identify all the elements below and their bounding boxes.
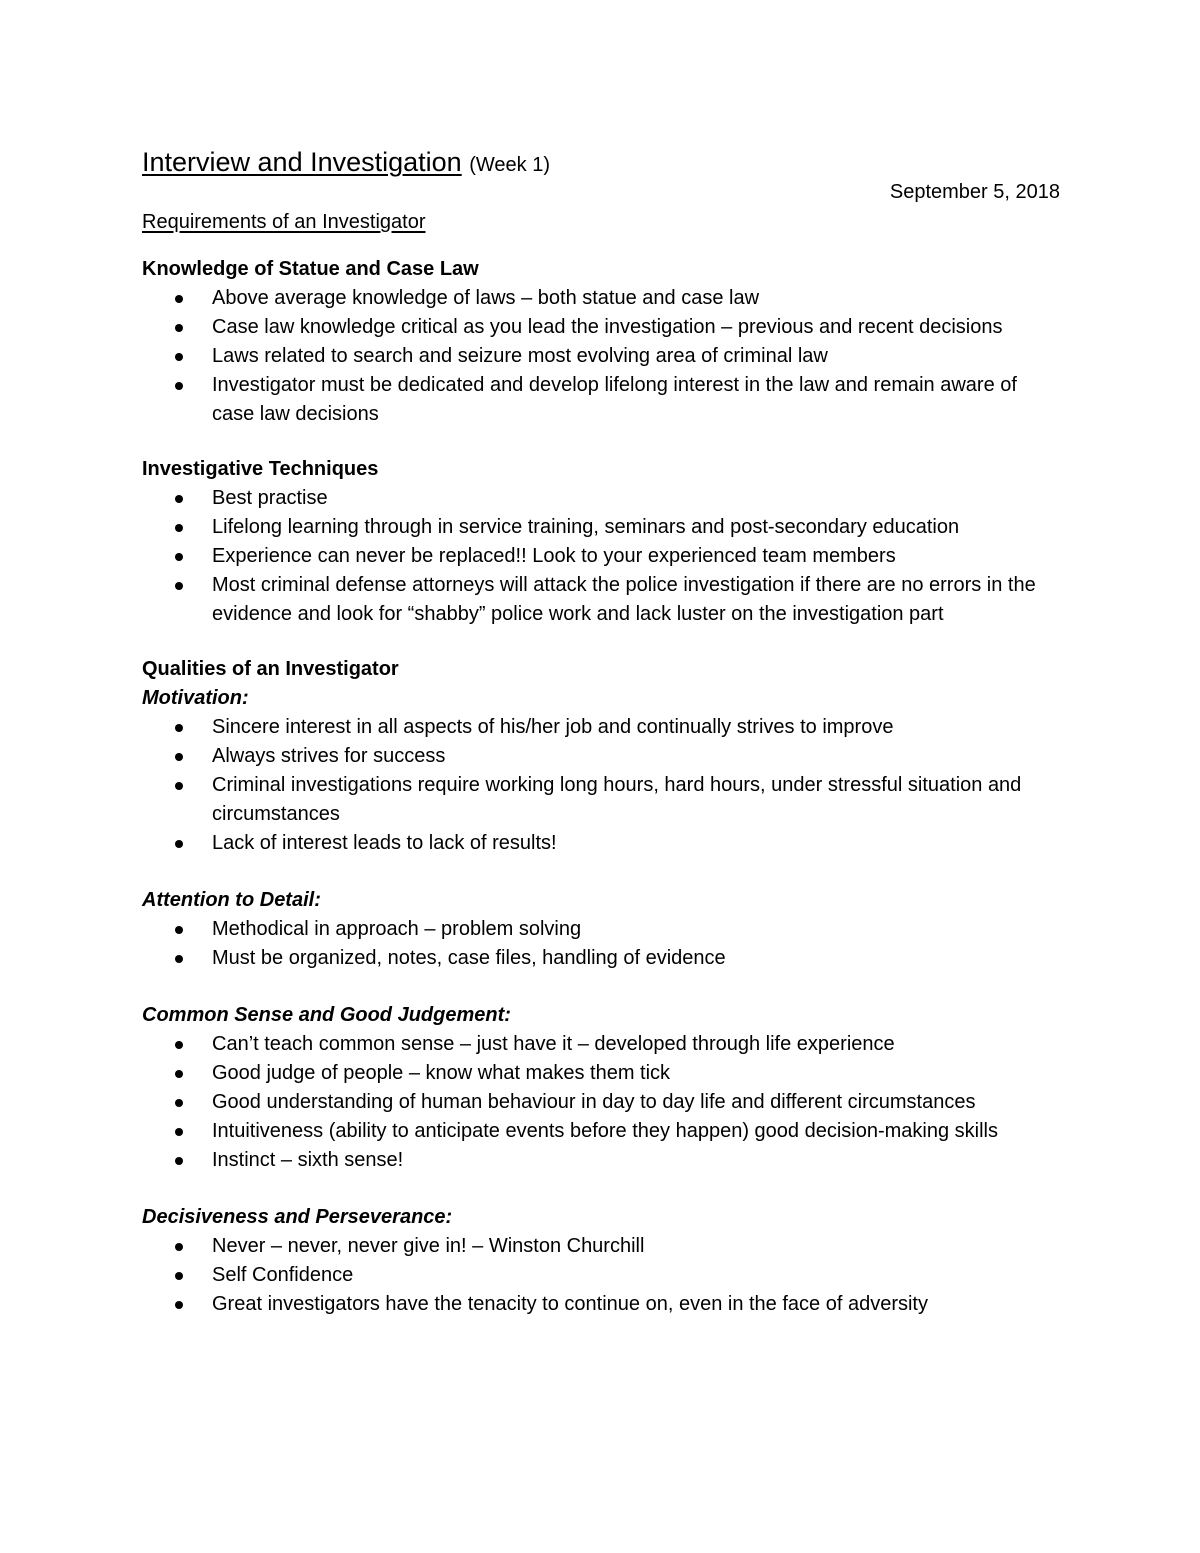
bullet-icon [175,1272,183,1280]
list-item: Above average knowledge of laws – both statue and case law [142,284,1062,313]
list-item: Case law knowledge critical as you lead the investigation – previous and recent decisions [142,313,1062,342]
bullet-list-attention [142,915,1062,973]
main-heading: Requirements of an Investigator [142,211,426,233]
document-date: September 5, 2018 [889,181,1060,203]
bullet-icon [175,1041,183,1049]
list-item: Lack of interest leads to lack of results! [142,829,1062,858]
list-item: Great investigators have the tenacity to continue on, even in the face of adversity [142,1290,1062,1319]
list-item: Can’t teach common sense – just have it – developed through life experience [142,1030,1062,1059]
bullet-icon [175,1128,183,1136]
list-item: Always strives for success [142,742,1062,771]
bullet-icon [175,295,183,303]
list-item: Self Confidence [142,1261,1062,1290]
bullet-list-techniques [142,484,1062,629]
bullet-list-knowledge [142,284,1062,429]
list-item: Methodical in approach – problem solving [142,915,1062,944]
bullet-icon [175,840,183,848]
list-item: Most criminal defense attorneys will attack the police investigation if there are no errors in the evidence and look for “shabby” police work and lack luster on the investigation part [142,571,1062,629]
bullet-icon [175,495,183,503]
bullet-icon [175,353,183,361]
subheading-motivation: Motivation: [142,687,249,709]
document-page [142,145,1062,1319]
list-item: Lifelong learning through in service training, seminars and post-secondary education [142,513,1062,542]
bullet-icon [175,1099,183,1107]
bullet-icon [175,955,183,963]
bullet-icon [175,382,183,390]
list-item: Must be organized, notes, case files, handling of evidence [142,944,1062,973]
bullet-icon [175,1301,183,1309]
bullet-icon [175,782,183,790]
section-heading-techniques: Investigative Techniques [142,458,379,480]
bullet-list-common-sense [142,1030,1062,1175]
bullet-icon [175,926,183,934]
subheading-attention: Attention to Detail: [142,889,321,911]
bullet-icon [175,753,183,761]
list-item: Instinct – sixth sense! [142,1146,1062,1175]
section-heading-qualities: Qualities of an Investigator [142,658,399,680]
list-item: Criminal investigations require working long hours, hard hours, under stressful situation and circumstances [142,771,1062,829]
subheading-common-sense: Common Sense and Good Judgement: [142,1004,511,1026]
bullet-icon [175,324,183,332]
title-row [142,145,1062,179]
bullet-icon [175,1157,183,1165]
list-item: Best practise [142,484,1062,513]
list-item: Investigator must be dedicated and develop lifelong interest in the law and remain aware of case law decisions [142,371,1062,429]
list-item: Good judge of people – know what makes them tick [142,1059,1062,1088]
bullet-icon [175,724,183,732]
bullet-list-motivation [142,713,1062,858]
bullet-icon [175,582,183,590]
list-item: Laws related to search and seizure most evolving area of criminal law [142,342,1062,371]
section-heading-knowledge: Knowledge of Statue and Case Law [142,258,479,280]
list-item: Sincere interest in all aspects of his/her job and continually strives to improve [142,713,1062,742]
title-week: (Week 1) [469,154,550,176]
list-item: Experience can never be replaced!! Look to your experienced team members [142,542,1062,571]
bullet-icon [175,1243,183,1251]
bullet-icon [175,1070,183,1078]
document-title: Interview and Investigation [142,147,462,177]
bullet-icon [175,524,183,532]
list-item: Intuitiveness (ability to anticipate events before they happen) good decision-making skills [142,1117,1062,1146]
subheading-decisiveness: Decisiveness and Perseverance: [142,1206,453,1228]
list-item: Good understanding of human behaviour in day to day life and different circumstances [142,1088,1062,1117]
list-item: Never – never, never give in! – Winston Churchill [142,1232,1062,1261]
bullet-icon [175,553,183,561]
bullet-list-decisiveness [142,1232,1062,1319]
